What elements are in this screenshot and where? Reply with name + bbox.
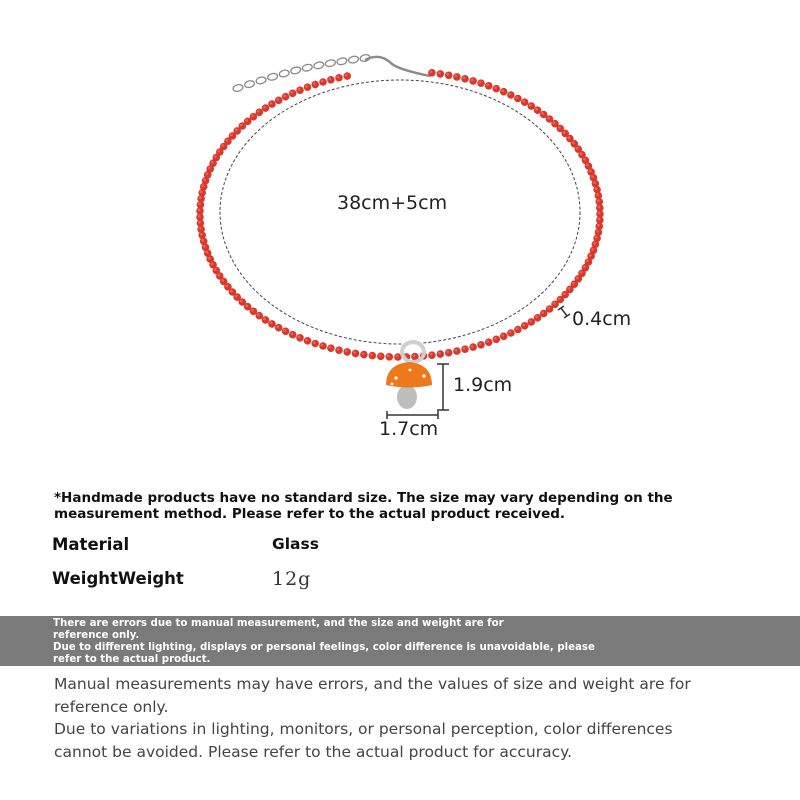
bead-highlight [230, 290, 233, 293]
bead-highlight [541, 112, 544, 115]
bead-highlight [245, 119, 248, 122]
spec-label-material: Material [52, 535, 130, 554]
bead [485, 338, 493, 346]
bead [469, 343, 477, 351]
bead [319, 342, 327, 350]
bead-highlight [430, 70, 433, 73]
bead [493, 336, 501, 344]
bead-highlight [446, 350, 449, 353]
bead-highlight [494, 337, 497, 340]
bead [352, 350, 360, 358]
bead-highlight [305, 85, 308, 88]
bead-highlight [205, 251, 208, 254]
bead-highlight [598, 212, 601, 215]
bead-highlight [370, 353, 373, 356]
bead-highlight [591, 175, 594, 178]
bead-highlight [313, 82, 316, 85]
bead [485, 82, 493, 90]
bead-highlight [596, 193, 599, 196]
bead-size-label: 0.4cm [572, 308, 632, 330]
bead [521, 98, 529, 106]
bead-highlight [576, 147, 579, 150]
length-label: 38cm+5cm [337, 192, 448, 214]
bead-highlight [479, 342, 482, 345]
bead-highlight [198, 209, 201, 212]
bead-highlight [413, 354, 416, 357]
bead [360, 351, 368, 359]
bead-highlight [200, 190, 203, 193]
bead-highlight [199, 196, 202, 199]
bead-highlight [235, 295, 238, 298]
bead-highlight [200, 233, 203, 236]
bead-highlight [586, 260, 589, 263]
bead-highlight [463, 347, 466, 350]
bead-highlight [337, 75, 340, 78]
bead [282, 328, 290, 336]
bead [304, 337, 312, 345]
bead-size-marker [558, 306, 570, 318]
bead-highlight [298, 88, 301, 91]
bead-highlight [305, 338, 308, 341]
bead-highlight [378, 354, 381, 357]
bead-highlight [597, 206, 600, 209]
bead-highlight [535, 108, 538, 111]
bead-highlight [221, 279, 224, 282]
bead-highlight [251, 114, 254, 117]
bead-highlight [211, 262, 214, 265]
bead-highlight [198, 215, 201, 218]
bead-highlight [353, 351, 356, 354]
bead-highlight [283, 94, 286, 97]
bead-highlight [198, 221, 201, 224]
bead [500, 88, 508, 96]
bead-highlight [438, 352, 441, 355]
handmade-size-note: *Handmade products have no standard size. The size may vary depending on the measurement method. Please refer to the actual product received. [54, 490, 673, 522]
bead-highlight [580, 271, 583, 274]
bead-highlight [586, 164, 589, 167]
bead [255, 109, 263, 117]
bead-highlight [199, 227, 202, 230]
bead-highlight [516, 96, 519, 99]
bead [275, 324, 283, 332]
bead-highlight [547, 117, 550, 120]
bead-highlight [208, 167, 211, 170]
bead [296, 334, 304, 342]
pendant-height-marker [437, 364, 449, 410]
chain-link [267, 72, 278, 81]
bead [428, 69, 436, 77]
bead [327, 344, 335, 352]
bead [596, 204, 604, 212]
bead-highlight [593, 181, 596, 184]
bead [428, 351, 436, 359]
band-line-1: There are errors due to manual measurement, and the size and weight are for [53, 618, 504, 629]
bead [521, 322, 529, 330]
bead-highlight [583, 265, 586, 268]
bead-highlight [471, 79, 474, 82]
bead-highlight [201, 239, 204, 242]
lobster-clasp [365, 57, 430, 76]
bead [319, 78, 327, 86]
bead-highlight [201, 184, 204, 187]
bead-highlight [438, 72, 441, 75]
bead [369, 352, 377, 360]
spec-label-weight: WeightWeight [52, 569, 184, 588]
bead-highlight [430, 353, 433, 356]
bead-highlight [203, 245, 206, 248]
bead [327, 76, 335, 84]
bead [304, 83, 312, 91]
bead-highlight [257, 313, 260, 316]
bead-highlight [583, 158, 586, 161]
bead [445, 349, 453, 357]
bead [534, 106, 542, 114]
bead-highlight [240, 300, 243, 303]
bead-highlight [541, 311, 544, 314]
bead-highlight [298, 335, 301, 338]
bead-highlight [580, 152, 583, 155]
bead-highlight [563, 292, 566, 295]
bead-highlight [345, 350, 348, 353]
bead-highlight [595, 187, 598, 190]
chain-link [255, 76, 266, 85]
bead-highlight [479, 81, 482, 84]
bead [296, 86, 304, 94]
bead-highlight [276, 98, 279, 101]
bead-highlight [553, 302, 556, 305]
chain-link [232, 84, 243, 93]
bead-highlight [463, 76, 466, 79]
bead [461, 75, 469, 83]
bead-highlight [270, 322, 273, 325]
bead [540, 310, 548, 318]
bead [534, 314, 542, 322]
bead-highlight [396, 355, 399, 358]
bead-highlight [455, 75, 458, 78]
chain-link [336, 57, 347, 66]
bead [453, 73, 461, 81]
chain-link [348, 55, 359, 64]
bead-highlight [205, 172, 208, 175]
bead [311, 81, 319, 89]
bead [437, 70, 445, 78]
bead-highlight [596, 230, 599, 233]
bead [514, 326, 522, 334]
bead [262, 104, 270, 112]
disclaimer-line-2: reference only. [54, 697, 169, 716]
extender-chain [232, 54, 430, 93]
bead-highlight [509, 93, 512, 96]
bead-highlight [486, 340, 489, 343]
pendant-stem [397, 385, 417, 409]
bead-highlight [589, 170, 592, 173]
bead [335, 74, 343, 82]
bead [289, 331, 297, 339]
bead [500, 333, 508, 341]
bead-highlight [290, 332, 293, 335]
bead-highlight [509, 331, 512, 334]
bead-highlight [263, 318, 266, 321]
bead-highlight [214, 268, 217, 271]
bead-highlight [597, 199, 600, 202]
chain-link [279, 69, 290, 78]
bead [528, 318, 536, 326]
bead-highlight [257, 110, 260, 113]
bead-highlight [572, 282, 575, 285]
bead-highlight [263, 106, 266, 109]
bead-highlight [313, 341, 316, 344]
bead-highlight [217, 150, 220, 153]
bead-highlight [522, 323, 525, 326]
pendant-height-label: 1.9cm [453, 374, 513, 396]
bead [493, 85, 501, 93]
spec-value-weight: 12g [272, 568, 312, 590]
disclaimer-line-1: Manual measurements may have errors, and the values of size and weight are for [54, 675, 691, 693]
bead-highlight [572, 141, 575, 144]
bead-highlight [345, 74, 348, 77]
bead-highlight [270, 102, 273, 105]
disclaimer-line-4: cannot be avoided. Please refer to the actual product for accuracy. [54, 742, 573, 761]
bead-highlight [553, 121, 556, 124]
bead-highlight [558, 126, 561, 129]
bead-highlight [558, 297, 561, 300]
bead-highlight [251, 309, 254, 312]
bead-highlight [593, 242, 596, 245]
bead-highlight [203, 178, 206, 181]
bead [507, 91, 515, 99]
bead-highlight [329, 346, 332, 349]
bead [514, 95, 522, 103]
band-line-4: refer to the actual product. [53, 654, 211, 665]
bead [289, 90, 297, 98]
bead [311, 340, 319, 348]
bead-highlight [522, 100, 525, 103]
bead-highlight [240, 124, 243, 127]
bead-highlight [290, 91, 293, 94]
bead-highlight [276, 325, 279, 328]
bead [477, 79, 485, 87]
bead-highlight [529, 320, 532, 323]
bead-highlight [245, 304, 248, 307]
bead-highlight [501, 334, 504, 337]
bead [477, 341, 485, 349]
chain-link [244, 80, 255, 89]
band-line-2: reference only. [53, 630, 140, 641]
bead-highlight [547, 307, 550, 310]
bead [461, 345, 469, 353]
bead-highlight [221, 144, 224, 147]
bead-highlight [563, 131, 566, 134]
bead-highlight [211, 161, 214, 164]
bead-highlight [362, 352, 365, 355]
bead-highlight [446, 73, 449, 76]
disclaimer-band [0, 616, 800, 666]
bead-highlight [589, 254, 592, 257]
bead-highlight [283, 329, 286, 332]
bead-highlight [486, 83, 489, 86]
bead-highlight [591, 248, 594, 251]
bead [268, 320, 276, 328]
mushroom-pendant [386, 342, 432, 409]
chain-link [313, 61, 324, 70]
bead-highlight [597, 224, 600, 227]
bead-highlight [595, 236, 598, 239]
bead-highlight [597, 218, 600, 221]
bead-highlight [576, 276, 579, 279]
bead [335, 346, 343, 354]
bead-highlight [230, 134, 233, 137]
bead-highlight [226, 139, 229, 142]
bead-highlight [494, 86, 497, 89]
bead-highlight [387, 354, 390, 357]
bead-highlight [321, 80, 324, 83]
bead-highlight [214, 155, 217, 158]
bead-highlight [198, 202, 201, 205]
bead [469, 77, 477, 85]
bead-highlight [455, 349, 458, 352]
chain-link [302, 63, 313, 72]
bead [275, 97, 283, 105]
bead [386, 353, 394, 361]
bead [528, 102, 536, 110]
disclaimer-text [54, 673, 774, 763]
disclaimer-line-3: Due to variations in lighting, monitors, or personal perception, color differences [54, 720, 673, 738]
bead [437, 350, 445, 358]
bead-highlight [568, 136, 571, 139]
bead-highlight [471, 345, 474, 348]
bead [262, 316, 270, 324]
bead [343, 348, 351, 356]
bead [453, 347, 461, 355]
bead-highlight [321, 344, 324, 347]
bead-highlight [501, 89, 504, 92]
bead-highlight [217, 274, 220, 277]
bead [343, 72, 351, 80]
bead-strand [196, 69, 604, 361]
bead-highlight [226, 284, 229, 287]
spec-value-material: Glass [272, 535, 319, 553]
bead-highlight [568, 287, 571, 290]
bead [268, 100, 276, 108]
bead-highlight [208, 257, 211, 260]
bead-highlight [529, 104, 532, 107]
chain-link [325, 59, 336, 68]
chain-link [290, 66, 301, 75]
bead [445, 72, 453, 80]
bead [377, 353, 385, 361]
pendant-width-label: 1.7cm [379, 418, 439, 440]
bead-highlight [337, 348, 340, 351]
bead [282, 93, 290, 101]
bead-highlight [516, 327, 519, 330]
bead-highlight [535, 315, 538, 318]
bead-highlight [235, 129, 238, 132]
band-line-3: Due to different lighting, displays or personal feelings, color difference is unavoidable, please [53, 642, 595, 653]
bead [507, 329, 515, 337]
bead-highlight [329, 77, 332, 80]
